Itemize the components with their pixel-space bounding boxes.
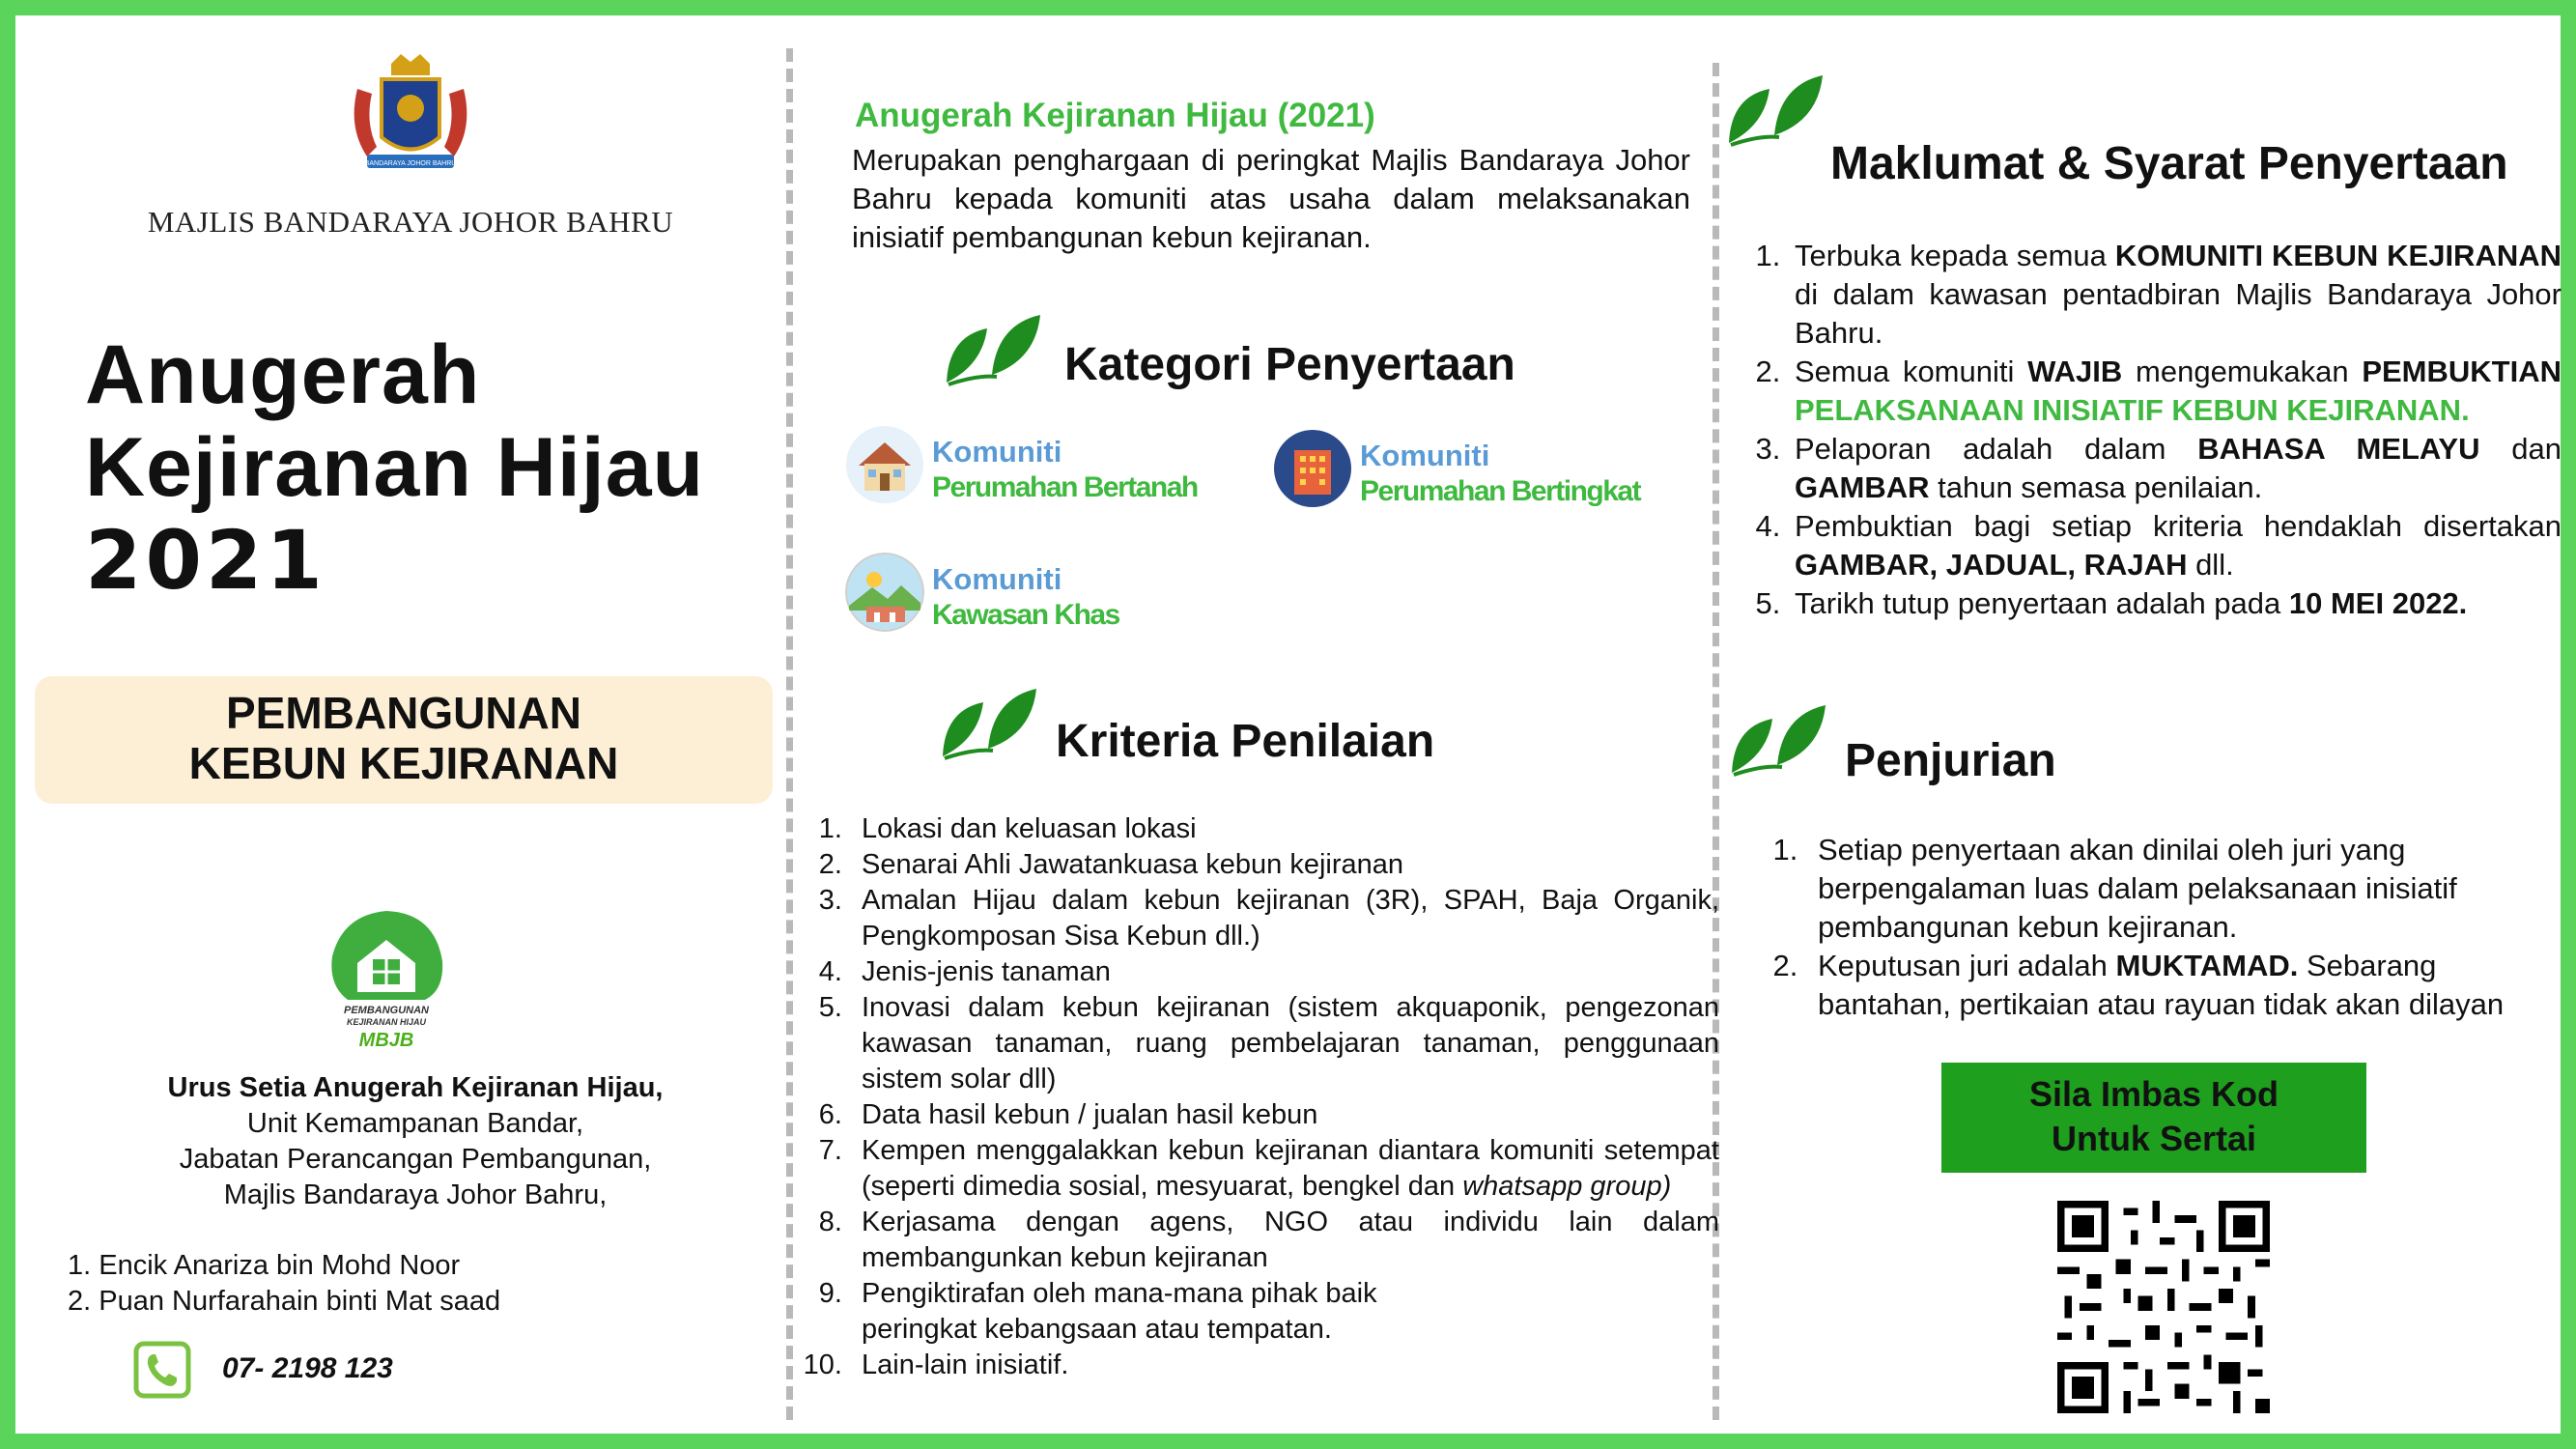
list-item [1806,947,2569,1024]
title-line-2: Kejiranan Hijau [85,421,705,514]
banner-line-1: PEMBANGUNAN [226,688,581,738]
secretariat-line-4: Majlis Bandaraya Johor Bahru, [223,1179,608,1210]
term-text: dll. [2187,548,2234,582]
secretariat-line-3: Jabatan Perancangan Pembangunan, [179,1144,652,1175]
theme-banner [35,676,773,804]
secretariat-line-2: Unit Kemampanan Bandar, [246,1108,584,1139]
term-bold: GAMBAR, JADUAL, RAJAH [1795,548,2188,582]
list-item [1789,430,2562,507]
scan-to-join-label [1941,1063,2366,1173]
mbjb-logo-icon [319,903,454,1053]
svg-text:KEJIRANAN HIJAU: KEJIRANAN HIJAU [346,1017,427,1027]
council-name: MAJLIS BANDARAYA JOHOR BAHRU [147,205,674,239]
category-label: Komuniti [1360,439,1490,472]
qr-code-icon[interactable] [2057,1196,2270,1418]
list-item [850,1133,1719,1205]
banner-line-2: KEBUN KEJIRANAN [188,738,619,788]
list-item: 8. Kerjasama dengan agens, NGO atau individu lain dalam membangunkan kebun kejiranan [850,1205,1719,1276]
criteria-heading: Kriteria Penilaian [1056,716,1435,767]
judging-text: Keputusan juri adalah [1818,949,2116,982]
term-bold: BAHASA MELAYU [2197,432,2480,466]
term-text: Semua komuniti [1795,355,2028,388]
award-title: Anugerah Kejiranan Hijau (2021) [855,97,1375,134]
term-text: Pembuktian bagi setiap kriteria hendaklah disertakan [1795,509,2562,543]
judging-heading: Penjurian [1845,735,2056,786]
list-item: 10. Lain-lain inisiatif. [850,1348,1719,1383]
criteria-text: Pengiktirafan oleh mana-mana pihak baik [862,1278,1377,1309]
list-item [1789,237,2562,353]
term-text: dan [2479,432,2562,466]
phone-icon [133,1341,191,1399]
leaf-icon [1721,68,1827,155]
list-item: 6. Data hasil kebun / jualan hasil kebun [850,1097,1719,1133]
list-item: 2. Senarai Ahli Jawatankuasa kebun kejiranan [850,847,1719,883]
leaf-icon [939,307,1045,394]
criteria-italic: whatsapp group) [1462,1171,1672,1202]
list-item [1789,353,2562,430]
terms-heading: Maklumat & Syarat Penyertaan [1830,138,2508,189]
judging-text: Sebarang bantahan, pertikaian atau rayuan tidak akan dilayan [1818,949,2505,1021]
secretariat-address [97,1070,734,1213]
leaf-icon [935,681,1041,768]
svg-text:PEMBANGUNAN: PEMBANGUNAN [344,1005,429,1016]
contact-list [68,1248,500,1320]
list-item: 1. Lokasi dan keluasan lokasi [850,811,1719,847]
term-text: mengemukakan [2122,355,2363,388]
term-text: tahun semasa penilaian. [1929,470,2263,504]
category-label: Komuniti [932,562,1062,596]
svg-text:MBJB: MBJB [358,1030,414,1051]
terms-list [1739,237,2562,623]
title-line-1: Anugerah [85,328,481,421]
house-icon [845,425,924,504]
term-bold: PEMBUKTIAN [2362,355,2562,388]
list-item: 4. Jenis-jenis tanaman [850,954,1719,990]
landscape-icon [845,553,924,632]
term-text: di dalam kawasan pentadbiran Majlis Bandaraya Johor Bahru. [1795,277,2562,350]
judging-list [1750,831,2569,1024]
svg-text:BANDARAYA JOHOR BAHRU: BANDARAYA JOHOR BAHRU [364,160,457,167]
list-item [1789,507,2562,584]
list-item: 1. Setiap penyertaan akan dinilai oleh juri yang berpengalaman luas dalam pelaksanaan inisiatif pembangunan kebun kejiranan. [1806,831,2569,947]
term-bold: KOMUNITI KEBUN KEJIRANAN [2114,239,2562,272]
list-item [1789,584,2562,623]
term-highlight: PELAKSANAAN INISIATIF KEBUN KEJIRANAN. [1795,393,2470,427]
criteria-list [802,811,1719,1383]
term-bold: 10 MEI 2022. [2288,586,2468,620]
leaf-icon [1724,697,1830,784]
crest-icon [338,50,483,185]
categories-heading: Kategori Penyertaan [1064,339,1515,390]
main-title [85,328,704,607]
list-item: 3. Amalan Hijau dalam kebun kejiranan (3R), SPAH, Baja Organik, Pengkomposan Sisa Kebun dll.) [850,883,1719,954]
term-text: Terbuka kepada semua [1795,239,2115,272]
award-intro: Merupakan penghargaan di peringkat Majlis Bandaraya Johor Bahru kepada komuniti atas usaha dalam melaksanakan inisiatif pembangunan kebun kejiranan. [852,143,1690,254]
list-item [850,1276,1719,1348]
category-name: Perumahan Bertanah [932,471,1198,503]
term-text: Pelaporan adalah dalam [1795,432,2198,466]
category-label: Komuniti [932,435,1062,469]
category-special-area [845,553,1119,632]
criteria-text: peringkat kebangsaan atau tempatan. [862,1314,1332,1345]
contact-person: 2. Puan Nurfarahain binti Mat saad [68,1286,501,1317]
term-text: Tarikh tutup penyertaan adalah pada [1795,586,2289,620]
term-bold: GAMBAR [1795,470,1930,504]
phone-number: 07- 2198 123 [222,1352,393,1384]
scan-line-1: Sila Imbas Kod [2028,1074,2279,1114]
category-landed-housing [845,425,1198,504]
list-item: 5. Inovasi dalam kebun kejiranan (sistem akquaponik, pengezonan kawasan tanaman, ruang pembelajaran tanaman, penggunaan sistem solar dll) [850,990,1719,1097]
contact-person: 1. Encik Anariza bin Mohd Noor [68,1250,461,1281]
secretariat-line-1: Urus Setia Anugerah Kejiranan Hijau, [167,1072,664,1103]
category-name: Perumahan Bertingkat [1360,475,1641,507]
scan-line-2: Untuk Sertai [2051,1119,2257,1158]
judging-bold: MUKTAMAD. [2115,949,2299,982]
category-highrise-housing [1273,429,1640,508]
category-name: Kawasan Khas [932,599,1119,631]
divider-left [786,48,793,1420]
term-bold: WAJIB [2027,355,2123,388]
building-icon [1273,429,1352,508]
title-year: 2021 [85,513,326,608]
criteria-text: Kempen menggalakkan kebun kejiranan diantara komuniti setempat (seperti dimedia sosial, mesyuarat, bengkel dan [862,1135,1719,1202]
